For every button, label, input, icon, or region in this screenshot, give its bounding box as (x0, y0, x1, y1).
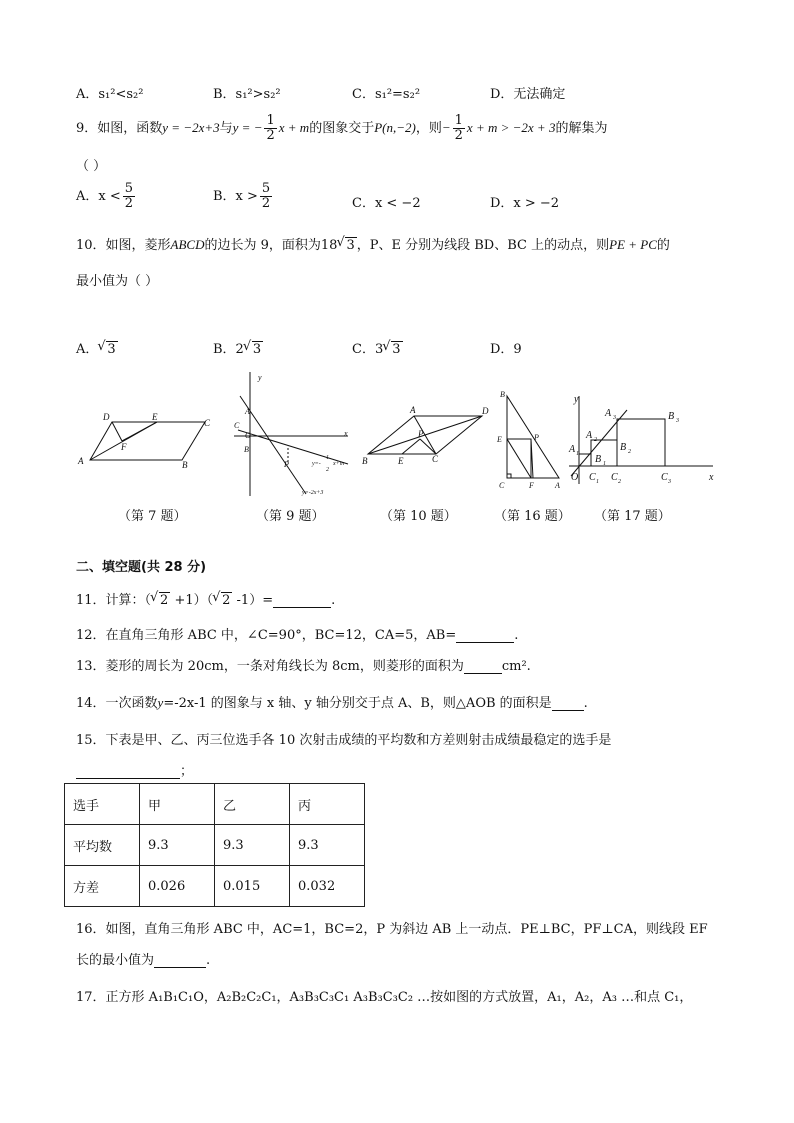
q9-question: 9．如图，函数y = −2x+3与y = − $\frac{1}{2}$ x + m的图象交于P(n,−2)，则− $\frac{1}{2}$ x + m > −2x + 3的解集为 (76, 113, 608, 143)
q10-option-d: D．9 (490, 342, 522, 357)
table-cell: 方差 (65, 866, 140, 907)
section-title: 二、填空题(共 28 分) (76, 560, 207, 575)
q10-option-a: A．√ 3 (76, 338, 118, 357)
fig9-label: y=- (312, 461, 321, 467)
fig17-label: 2 (628, 449, 631, 455)
figure-9 (230, 368, 355, 503)
figure-10-caption: （第 10 题） (380, 509, 457, 524)
fig16-label: P (534, 433, 539, 442)
q17-question: 17．正方形 A₁B₁C₁O，A₂B₂C₂C₁，A₃B₃C₃C₁ A₃B₃C₃C₂ …按如图的方式放置，A₁，A₂，A₃ …和点 C₁， (76, 990, 693, 1005)
figure-16 (493, 388, 563, 488)
table-cell: 9.3 (290, 825, 365, 866)
figure-17 (565, 388, 725, 488)
q14-question: 14．一次函数y=-2x-1 的图象与 x 轴、y 轴分别交于点 A、B，则△AOB 的面积是 . (76, 695, 588, 711)
fig17-label: A (605, 408, 612, 419)
q10-question-line2: 最小值为（ ） (76, 274, 159, 289)
fig17-label: y (574, 394, 579, 405)
table-row (65, 784, 365, 825)
answer-blank (273, 593, 331, 608)
fig7-label: E (152, 412, 158, 422)
table-row (65, 866, 365, 907)
fig9-label: 2 (326, 467, 329, 473)
q15-question: 15．下表是甲、乙、丙三位选手各 10 次射击成绩的平均数和方差则射击成绩最稳定的选手是 (76, 733, 612, 748)
fig10-label: C (432, 454, 439, 464)
q10-question: 10．如图，菱形ABCD的边长为 9，面积为18√ 3 ，P、E 分别为线段 BD、BC 上的动点，则PE + PC的 (76, 234, 670, 253)
q9-option-c: C．x < −2 (352, 196, 421, 211)
fig17-label: 2 (618, 479, 621, 485)
fig10-label: A (410, 405, 416, 415)
fig9-label: x (344, 429, 348, 438)
table-cell: 9.3 (215, 825, 290, 866)
fig17-label: A (569, 444, 576, 455)
answer-blank (76, 764, 180, 779)
fig7-label: B (182, 460, 188, 470)
figure-7 (72, 402, 212, 472)
fig10-label: P (418, 429, 424, 439)
fig9-label: P (284, 460, 289, 469)
fig17-label: O (571, 472, 579, 483)
fig9-label: x+m (333, 461, 345, 467)
fig17-label: 3 (668, 479, 671, 485)
q9-option-d: D．x > −2 (490, 196, 560, 211)
fig9-label: C (234, 421, 240, 430)
fig17-label: B (595, 454, 602, 465)
fig17-label: C (611, 472, 618, 483)
q15-answer: ； (76, 760, 193, 779)
q16-question: 16．如图，直角三角形 ABC 中，AC=1，BC=2，P 为斜边 AB 上一动点．PE⊥BC，PF⊥CA，则线段 EF (76, 922, 708, 937)
table-cell: 甲 (140, 784, 215, 825)
fig17-label: B (620, 442, 627, 453)
fig17-label: x (709, 472, 714, 483)
answer-blank (552, 696, 584, 711)
fig7-label: A (78, 456, 84, 466)
fig16-label: F (529, 481, 534, 488)
fig17-label: C (661, 472, 668, 483)
q8-option-b: B．s₁²>s₂² (213, 87, 281, 102)
score-table (64, 783, 365, 907)
q9-option-b: B．x > $\frac{5}{2}$ (213, 181, 271, 211)
q9-option-a: A．x < $\frac{5}{2}$ (76, 181, 134, 211)
fig7-label: C (204, 418, 211, 428)
fig9-label: B (244, 445, 249, 454)
table-cell: 0.026 (140, 866, 215, 907)
fig16-label: C (499, 481, 505, 488)
fig9-label: O (245, 431, 251, 440)
fig10-label: E (398, 456, 404, 466)
fig9-label: 1 (326, 455, 329, 461)
q10-option-b: B．2√ 3 (213, 338, 263, 357)
table-cell: 9.3 (140, 825, 215, 866)
figure-9-caption: （第 9 题） (256, 509, 325, 524)
figure-10 (360, 402, 490, 472)
fig7-label: D (103, 412, 110, 422)
q13-question: 13．菱形的周长为 20cm，一条对角线长为 8cm，则菱形的面积为 cm². (76, 659, 531, 674)
fig16-label: E (497, 435, 502, 444)
answer-blank (154, 953, 206, 968)
fig10-label: D (482, 406, 489, 416)
q16-question-line2: 长的最小值为 . (76, 953, 211, 968)
table-cell: 0.032 (290, 866, 365, 907)
fig9-label: y (258, 373, 262, 382)
q12-question: 12．在直角三角形 ABC 中，∠C=90°，BC=12，CA=5，AB= . (76, 628, 519, 643)
q8-option-d: D．无法确定 (490, 87, 566, 102)
answer-blank (464, 659, 502, 674)
fig10-label: B (362, 456, 368, 466)
table-cell: 选手 (65, 784, 140, 825)
fig9-label: y=-2x+3 (302, 490, 324, 496)
fig7-label: F (121, 442, 127, 452)
fig16-label: B (500, 390, 505, 399)
table-cell: 丙 (290, 784, 365, 825)
figure-7-caption: （第 7 题） (118, 509, 187, 524)
table-row (65, 825, 365, 866)
fig17-label: C (589, 472, 596, 483)
q8-option-c: C．s₁²=s₂² (352, 87, 421, 102)
fig17-label: 3 (676, 418, 679, 424)
table-cell: 平均数 (65, 825, 140, 866)
table-cell: 乙 (215, 784, 290, 825)
fig17-label: A (586, 430, 593, 441)
answer-blank (456, 628, 514, 643)
q9-paren: （ ） (76, 159, 107, 174)
figure-16-caption: （第 16 题） (494, 509, 571, 524)
q11-question: 11．计算：（√ 2 +1）（√ 2 -1）= . (76, 589, 335, 608)
fig17-label: 3 (613, 415, 616, 421)
fig17-label: 1 (603, 461, 606, 467)
fig17-label: 1 (596, 479, 599, 485)
fig16-label: A (555, 481, 560, 488)
fig17-label: B (668, 411, 675, 422)
figure-17-caption: （第 17 题） (594, 509, 671, 524)
fig17-label: 1 (576, 451, 579, 457)
fig9-label: A (245, 407, 250, 416)
fig17-label: 2 (594, 437, 597, 443)
q8-option-a: A．s₁²<s₂² (76, 87, 144, 102)
table-cell: 0.015 (215, 866, 290, 907)
q10-option-c: C．3√ 3 (352, 338, 403, 357)
